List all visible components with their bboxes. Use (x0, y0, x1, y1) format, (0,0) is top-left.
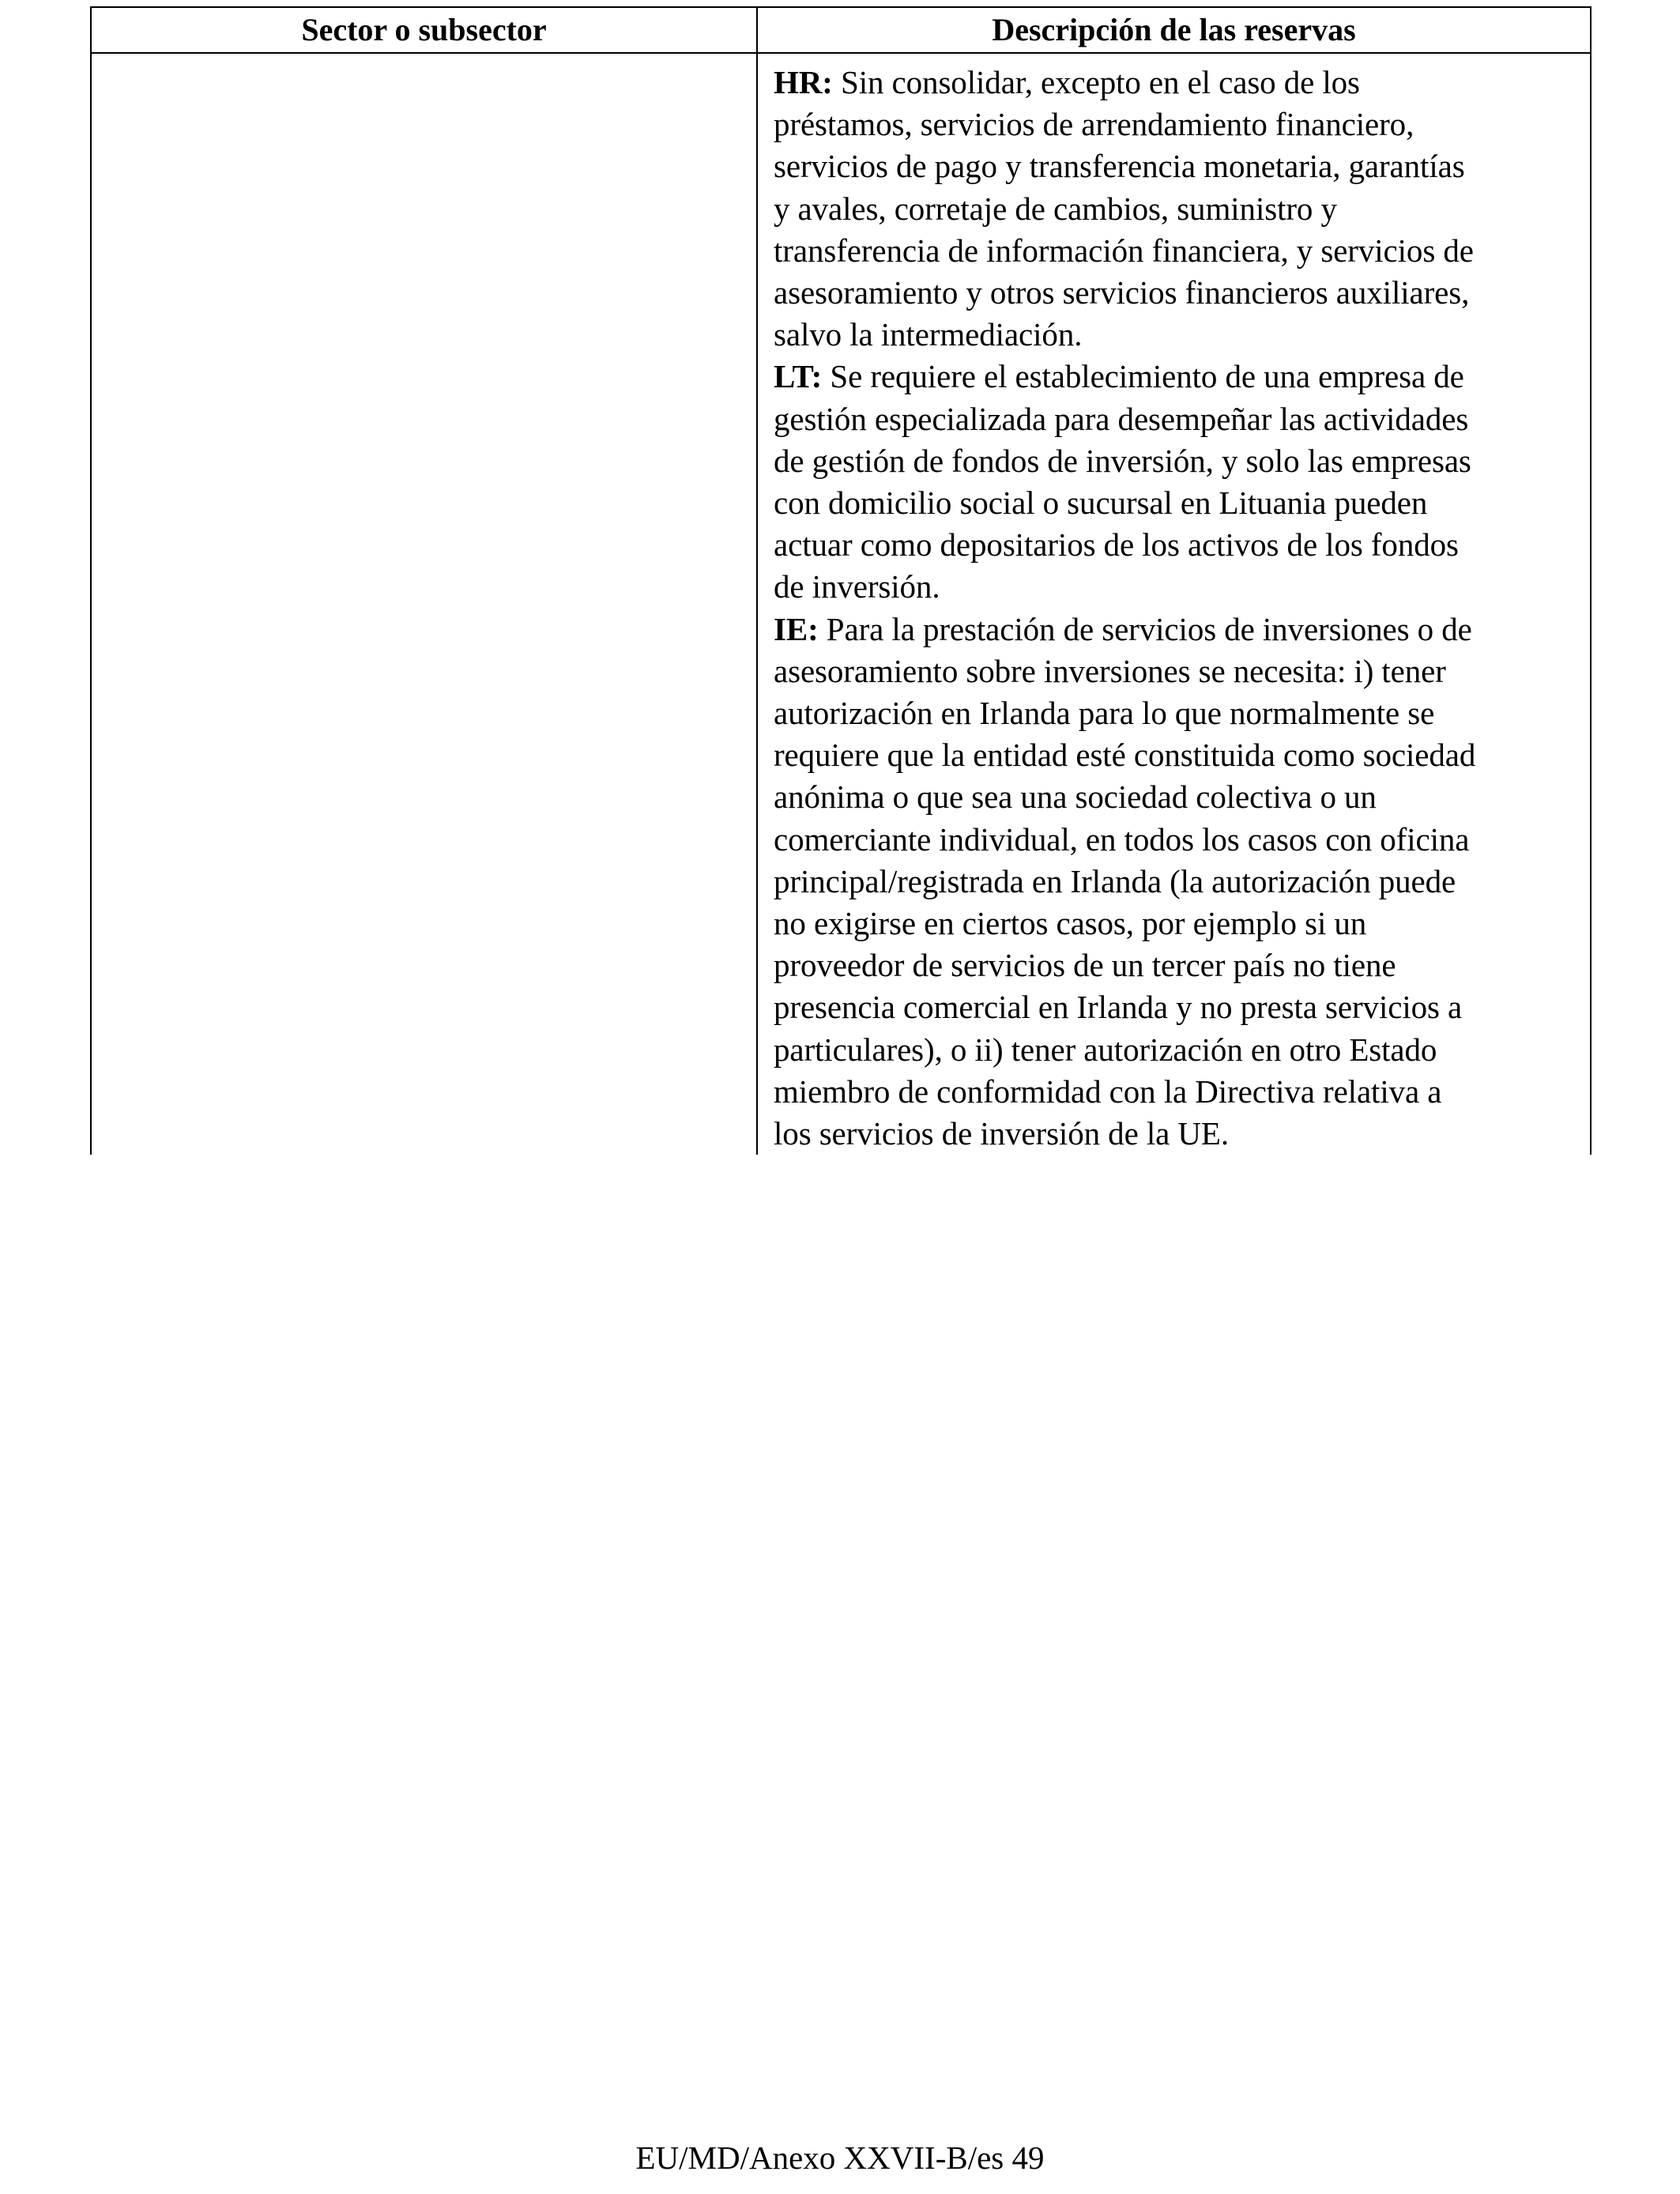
reservation-text: los servicios de inversión de la UE. (774, 1115, 1229, 1152)
reservation-text: préstamos, servicios de arrendamiento financiero, (774, 106, 1414, 143)
page-footer: EU/MD/Anexo XXVII-B/es 49 (635, 2139, 1045, 2176)
reservation-lt (774, 356, 1574, 608)
reservation-text: comerciante individual, en todos los casos con oficina (774, 820, 1470, 858)
table-row (91, 53, 1591, 1155)
reservation-code: HR: (774, 64, 833, 100)
header-description: Descripción de las reservas (757, 7, 1591, 53)
reservation-text: servicios de pago y transferencia monetaria, garantías (774, 148, 1465, 185)
reservation-text: Se requiere el establecimiento de una empresa de (822, 358, 1464, 395)
reservation-text: Sin consolidar, excepto en el caso de los (832, 64, 1360, 100)
reservation-text: de gestión de fondos de inversión, y solo las empresas (774, 442, 1471, 479)
reservation-text: autorización en Irlanda para lo que normalmente se (774, 695, 1435, 732)
reservation-text: anónima o que sea una sociedad colectiva o un (774, 778, 1377, 816)
reservation-text: y avales, corretaje de cambios, suministro y (774, 190, 1337, 227)
reservation-code: LT: (774, 358, 823, 395)
reservation-text: con domicilio social o sucursal en Lituania pueden (774, 484, 1428, 522)
description-cell (757, 53, 1591, 1155)
reservation-hr (774, 62, 1574, 356)
reservation-text: actuar como depositarios de los activos de los fondos (774, 526, 1459, 564)
reservation-text: salvo la intermediación. (774, 316, 1083, 353)
reservation-text: presencia comercial en Irlanda y no presta servicios a (774, 989, 1463, 1026)
reservation-text: requiere que la entidad esté constituida como sociedad (774, 737, 1476, 774)
reservation-text: proveedor de servicios de un tercer país no tiene (774, 947, 1396, 984)
reservations-table (90, 6, 1591, 1155)
sector-cell (91, 53, 757, 1155)
reservation-text: miembro de conformidad con la Directiva relativa a (774, 1072, 1442, 1110)
reservation-text: transferencia de información financiera, y servicios de (774, 232, 1474, 269)
reservation-text: no exigirse en ciertos casos, por ejemplo si un (774, 905, 1367, 942)
reservation-text: principal/registrada en Irlanda (la autorización puede (774, 862, 1456, 899)
reservation-code: IE: (774, 610, 819, 647)
reservation-text: asesoramiento y otros servicios financieros auxiliares, (774, 274, 1470, 311)
reservation-text: asesoramiento sobre inversiones se necesita: i) tener (774, 652, 1446, 689)
reservation-ie (774, 609, 1574, 1155)
reservation-text: particulares), o ii) tener autorización en otro Estado (774, 1031, 1437, 1068)
reservation-text: de inversión. (774, 568, 940, 605)
table-header-row (91, 7, 1591, 53)
header-sector: Sector o subsector (91, 7, 757, 53)
reservation-text: Para la prestación de servicios de inversiones o de (818, 610, 1472, 647)
reservation-text: gestión especializada para desempeñar las actividades (774, 400, 1469, 437)
